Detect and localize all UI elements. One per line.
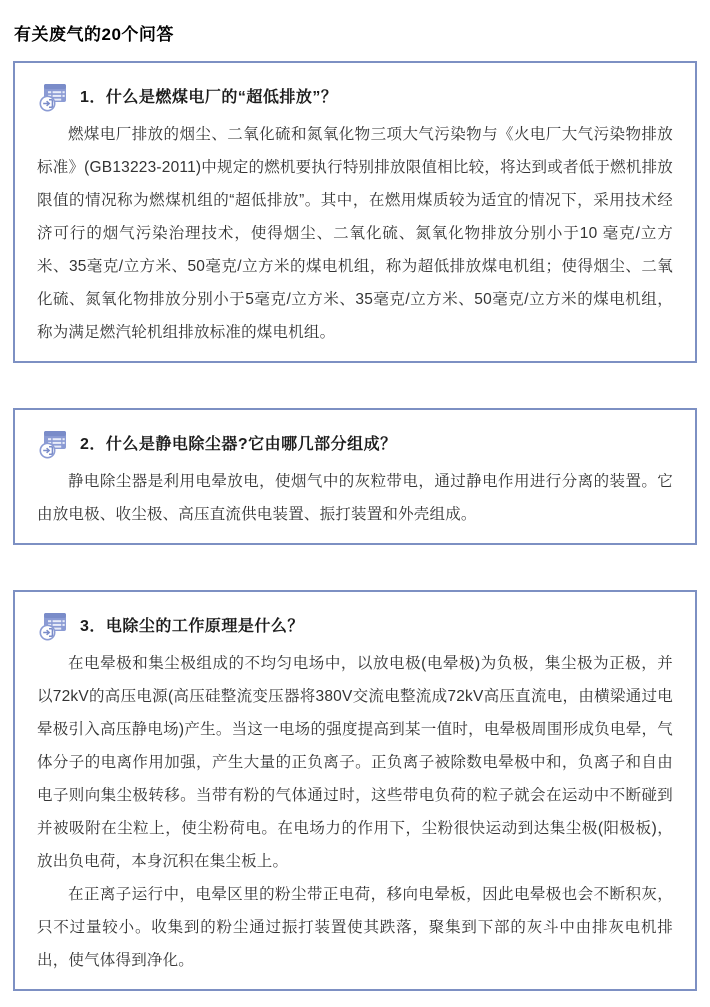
qa-list-icon <box>37 610 69 642</box>
question-text: 2．什么是静电除尘器?它由哪几部分组成？ <box>80 435 397 453</box>
answer-body <box>37 118 673 349</box>
qa-card-1 <box>13 61 697 363</box>
question-text: 1．什么是燃煤电厂的“超低排放”？ <box>80 88 338 106</box>
page-title: 有关废气的20个问答 <box>14 25 174 44</box>
answer-body <box>37 647 673 977</box>
question-heading <box>37 79 673 111</box>
question-heading <box>37 426 673 458</box>
answer-paragraph: 燃煤电厂排放的烟尘、二氧化硫和氮氧化物三项大气污染物与《火电厂大气污染物排放标准》(GB13223-2011)中规定的燃机要执行特别排放限值相比较，将达到或者低于燃机排放限值的情况称为燃煤机组的“超低排放”。其中，在燃用煤质较为适宜的情况下，采用技术经济可行的烟气污染治理技术，使得烟尘、二氧化硫、氮氧化物排放分别小于10 毫克/立方米、35毫克/立方米、50毫克/立方米的煤电机组，称为超低排放煤电机组；使得烟尘、二氧化硫、氮氧化物排放分别小于5毫克/立方米、35毫克/立方米、50毫克/立方米的煤电机组，称为满足燃汽轮机组排放标准的煤电机组。 <box>37 126 673 341</box>
question-heading <box>37 608 673 640</box>
answer-body <box>37 465 673 531</box>
qa-list-icon <box>37 81 69 113</box>
answer-paragraph: 在正离子运行中，电晕区里的粉尘带正电荷，移向电晕板，因此电晕极也会不断积灰，只不过量较小。收集到的粉尘通过振打装置使其跌落，聚集到下部的灰斗中由排灰电机排出，使气体得到净化。 <box>37 886 673 969</box>
qa-card-2 <box>13 408 697 545</box>
question-text: 3．电除尘的工作原理是什么？ <box>80 617 304 635</box>
qa-list-icon <box>37 428 69 460</box>
qa-card-3 <box>13 590 697 991</box>
answer-paragraph: 静电除尘器是利用电晕放电，使烟气中的灰粒带电，通过静电作用进行分离的装置。它由放电极、收尘极、高压直流供电装置、振打装置和外壳组成。 <box>37 473 673 523</box>
answer-paragraph: 在电晕极和集尘极组成的不均匀电场中，以放电极(电晕极)为负极，集尘极为正极，并以72kV的高压电源(高压硅整流变压器将380V交流电整流成72kV高压直流电，由横梁通过电晕极引入高压静电场)产生。当这一电场的强度提高到某一值时，电晕极周围形成负电晕，气体分子的电离作用加强，产生大量的正负离子。正负离子被除数电晕极中和，负离子和自由电子则向集尘极转移。当带有粉的气体通过时，这些带电负荷的粒子就会在运动中不断碰到并被吸附在尘粒上，使尘粉荷电。在电场力的作用下，尘粉很快运动到达集尘极(阳极板)，放出负电荷，本身沉积在集尘板上。 <box>37 655 673 870</box>
